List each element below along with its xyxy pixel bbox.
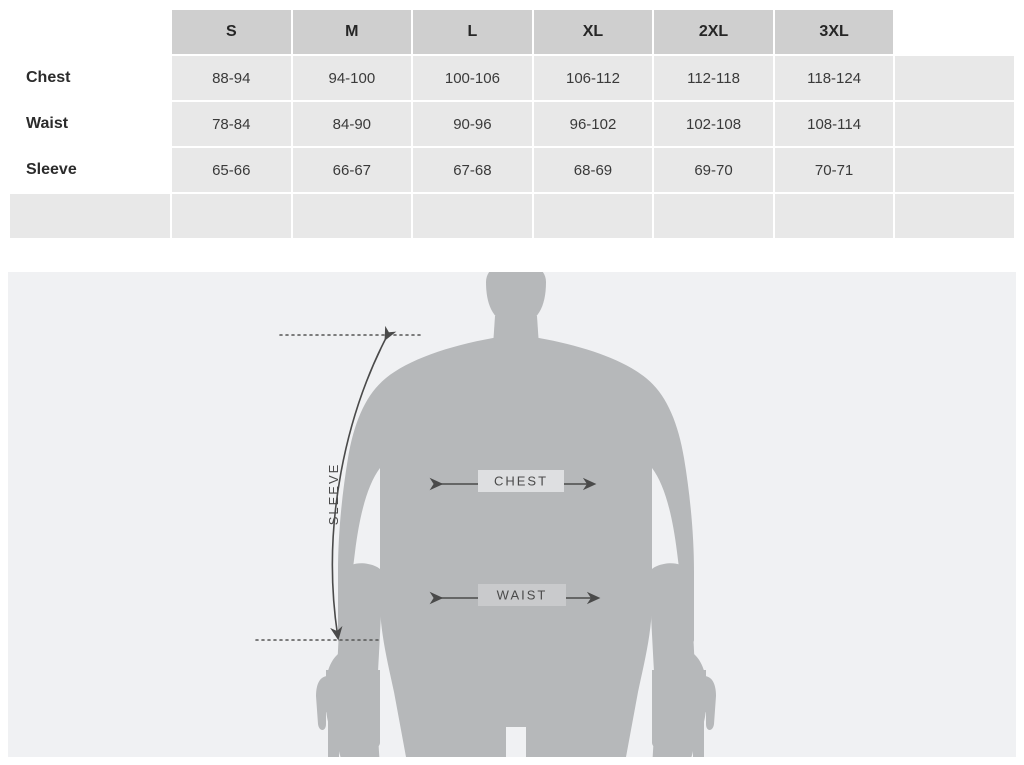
cell-chest-3xl: 118-124 bbox=[775, 56, 894, 100]
header-size-m: M bbox=[293, 10, 412, 54]
cell-waist-l: 90-96 bbox=[413, 102, 532, 146]
size-chart bbox=[8, 8, 1016, 240]
cell-waist-2xl: 102-108 bbox=[654, 102, 773, 146]
row-label-empty bbox=[10, 194, 170, 238]
cell-sleeve-3xl: 70-71 bbox=[775, 148, 894, 192]
cell-sleeve-spacer bbox=[895, 148, 1014, 192]
cell-sleeve-s: 65-66 bbox=[172, 148, 291, 192]
sleeve-label: SLEEVE bbox=[326, 462, 341, 526]
table-row bbox=[10, 102, 1014, 146]
cell-sleeve-2xl: 69-70 bbox=[654, 148, 773, 192]
cell-waist-xl: 96-102 bbox=[534, 102, 653, 146]
table-row bbox=[10, 56, 1014, 100]
cell-waist-m: 84-90 bbox=[293, 102, 412, 146]
waist-label: WAIST bbox=[496, 587, 548, 603]
header-size-s: S bbox=[172, 10, 291, 54]
cell-sleeve-xl: 68-69 bbox=[534, 148, 653, 192]
header-spacer bbox=[895, 10, 1014, 54]
cell-empty-spacer bbox=[895, 194, 1014, 238]
cell-chest-l: 100-106 bbox=[413, 56, 532, 100]
cell-empty-2xl bbox=[654, 194, 773, 238]
table-row bbox=[10, 194, 1014, 238]
cell-empty-l bbox=[413, 194, 532, 238]
measurement-diagram bbox=[8, 272, 1016, 757]
row-label-waist: Waist bbox=[10, 102, 170, 146]
cell-chest-m: 94-100 bbox=[293, 56, 412, 100]
row-label-sleeve: Sleeve bbox=[10, 148, 170, 192]
header-size-3xl: 3XL bbox=[775, 10, 894, 54]
cell-empty-m bbox=[293, 194, 412, 238]
cell-waist-3xl: 108-114 bbox=[775, 102, 894, 146]
cell-chest-spacer bbox=[895, 56, 1014, 100]
table-header-row bbox=[10, 10, 1014, 54]
row-label-chest: Chest bbox=[10, 56, 170, 100]
header-size-xl: XL bbox=[534, 10, 653, 54]
cell-waist-spacer bbox=[895, 102, 1014, 146]
cell-empty-s bbox=[172, 194, 291, 238]
header-measurement-label bbox=[10, 10, 170, 54]
cell-chest-s: 88-94 bbox=[172, 56, 291, 100]
cell-empty-3xl bbox=[775, 194, 894, 238]
table-row bbox=[10, 148, 1014, 192]
size-chart-table bbox=[8, 8, 1016, 240]
header-size-2xl: 2XL bbox=[654, 10, 773, 54]
cell-sleeve-m: 66-67 bbox=[293, 148, 412, 192]
chest-label: CHEST bbox=[493, 473, 549, 489]
cell-chest-xl: 106-112 bbox=[534, 56, 653, 100]
cell-chest-2xl: 112-118 bbox=[654, 56, 773, 100]
cell-sleeve-l: 67-68 bbox=[413, 148, 532, 192]
cell-empty-xl bbox=[534, 194, 653, 238]
header-size-l: L bbox=[413, 10, 532, 54]
cell-waist-s: 78-84 bbox=[172, 102, 291, 146]
